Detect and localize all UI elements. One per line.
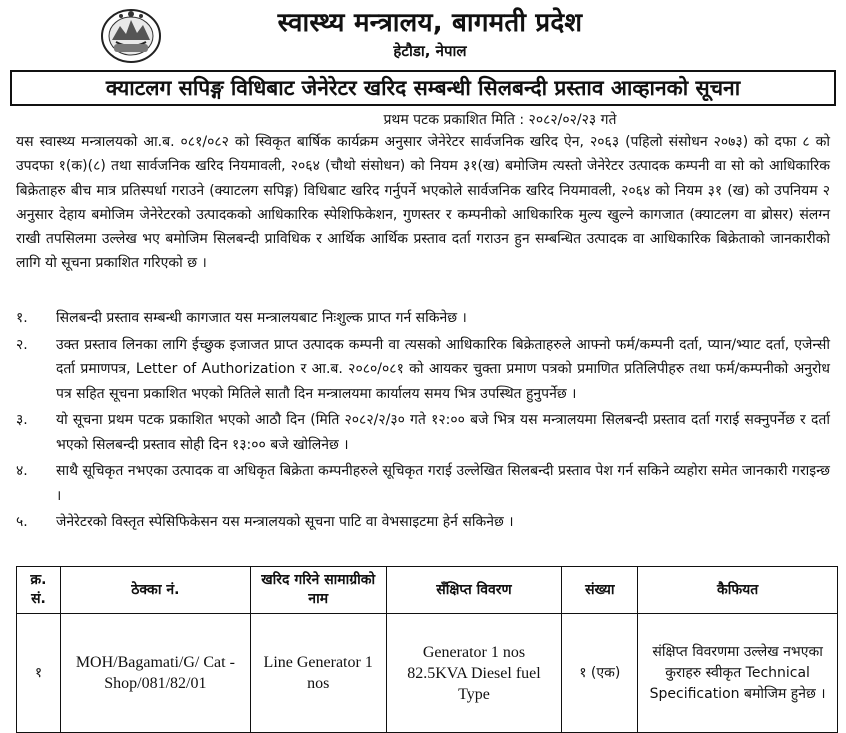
- ministry-location: हेटौडा, नेपाल: [393, 42, 467, 60]
- list-item: [16, 306, 830, 331]
- list-item: [16, 459, 830, 508]
- intro-paragraph: यस स्वास्थ्य मन्त्रालयको आ.ब. ०८१/०८२ को स्विकृत बार्षिक कार्यक्रम अनुसार जेनेरेटर सार्वजनिक खरिद ऐन, २०६३ (पहिलो संसोधन २०७३) को दफा ८ को उपदफा १(क)(८) तथा सार्वजनिक खरिद नियमावली, २०६४ (चौथो संसोधन) को नियम ३१(ख) बमोजिम त्यस्तो जेनेरेटर उत्पादक कम्पनी वा सो को आधिकारिक बिक्रेताहरु बीच मात्र प्रतिस्पर्धा गराउने (क्याटलग सपिङ्ग) विधिबाट खरिद गर्नुपर्ने भएकोले सार्वजनिक खरिद नियमावली, २०६४ को नियम ३१ (ख) को उपनियम २ अनुसार देहाय बमोजिम जेनेरेटरको उत्पादकको आधिकारिक स्पेशिफिकेशन, गुणस्तर र कम्पनीको आधिकारिक मुल्य खुल्ने कागजात (क्याटलग वा ब्रोसर) संलग्न राखी तपसिलमा उल्लेख भए बमोजिम सिलबन्दी प्राविधिक र आर्थिक आर्थिक प्रस्ताव दर्ता गराउन हुन सम्बन्धित उत्पादक वा आधिकारिक बिक्रेताको जानकारीको लागि यो सूचना प्रकाशित गरिएको छ ।: [16, 134, 830, 272]
- banner-title: क्याटलग सपिङ्ग विधिबाट जेनेरेटर खरिद सम्बन्धी सिलबन्दी प्रस्ताव आव्हानको सूचना: [105, 76, 741, 100]
- item-number: १.: [16, 310, 28, 326]
- table-header-row: [17, 567, 838, 614]
- list-item: [16, 408, 830, 457]
- item-text: साथै सूचिकृत नभएका उत्पादक वा अधिकृत बिक्रेता कम्पनीहरुले सूचिकृत गराई उल्लेखित सिलबन्दी प्रस्ताव पेश गर्न सकिने व्यहोरा समेत जानकारी गराइन्छ ।: [56, 463, 830, 504]
- cell-contract-no: MOH/Bagamati/G/ Cat -Shop/081/82/01: [60, 614, 250, 733]
- item-text: सिलबन्दी प्रस्ताव सम्बन्धी कागजात यस मन्त्रालयबाट निःशुल्क प्राप्त गर्न सकिनेछ ।: [56, 310, 467, 326]
- header-item-name: खरिद गरिने सामाग्रीको नाम: [250, 567, 386, 614]
- cell-quantity: १ (एक): [562, 614, 638, 733]
- table-row: [17, 614, 838, 733]
- header-remarks: कैफियत: [638, 567, 838, 614]
- cell-serial-no: १: [17, 614, 61, 733]
- ministry-title: स्वास्थ्य मन्त्रालय, बागमती प्रदेश: [277, 8, 583, 38]
- header-contract-no: ठेक्का नं.: [60, 567, 250, 614]
- item-number: २.: [16, 336, 28, 353]
- cell-remarks: संक्षिप्त विवरणमा उल्लेख नभएका कुराहरु स्वीकृत Technical Specification बमोजिम हुनेछ ।: [638, 614, 838, 733]
- notice-items-list: [16, 306, 830, 537]
- header-serial-no: क्र. सं.: [17, 567, 61, 614]
- item-number: ३.: [16, 412, 28, 428]
- header-brief-description: सँक्षिप्त विवरण: [386, 567, 562, 614]
- item-text: जेनेरेटरको विस्तृत स्पेसिफिकेसन यस मन्त्रालयको सूचना पाटि वा वेभसाइटमा हेर्न सकिनेछ ।: [56, 514, 514, 530]
- item-number: ४.: [16, 463, 28, 479]
- item-text: यो सूचना प्रथम पटक प्रकाशित भएको आठौ दिन (मिति २०८२/२/३० गते १२:०० बजे भित्र यस मन्त्रालयमा सिलबन्दी प्रस्ताव दर्ता गराई सक्नुपर्नेछ र दर्ता भएको सिलबन्दी प्रस्ताव सोही दिन १३:०० बजे खोलिनेछ ।: [56, 412, 830, 453]
- item-number: ५.: [16, 514, 28, 530]
- procurement-table: [16, 566, 838, 733]
- cell-brief-description: Generator 1 nos 82.5KVA Diesel fuel Type: [386, 614, 562, 733]
- cell-item-name: Line Generator 1 nos: [250, 614, 386, 733]
- item-text: उक्त प्रस्ताव लिनका लागि ईच्छुक इजाजत प्राप्त उत्पादक कम्पनी वा त्यसको आधिकारिक बिक्रेताहरुले आफ्नो फर्म/कम्पनी दर्ता, प्यान/भ्याट दर्ता, एजेन्सी दर्ता प्रमाणपत्र, Letter of Authorization र आ.ब. २०८०/०८१ को आयकर चुक्ता प्रमाण पत्रको प्रमाणित प्रतिलिपीहरु तथा फर्म/कम्पनीको अनुरोध पत्र सहित सूचना प्रकाशित भएको मितिले सातौ दिन मन्त्रालयमा कार्यालय समय भित्र उपस्थित हुनुपर्नेछ ।: [56, 336, 830, 402]
- list-item: [16, 510, 830, 535]
- government-emblem-icon: [100, 6, 162, 64]
- header-quantity: संख्या: [562, 567, 638, 614]
- publication-date: प्रथम पटक प्रकाशित मिति : २०८२/०२/२३ गते: [383, 112, 617, 128]
- list-item: [16, 333, 830, 407]
- notice-banner: [10, 70, 836, 106]
